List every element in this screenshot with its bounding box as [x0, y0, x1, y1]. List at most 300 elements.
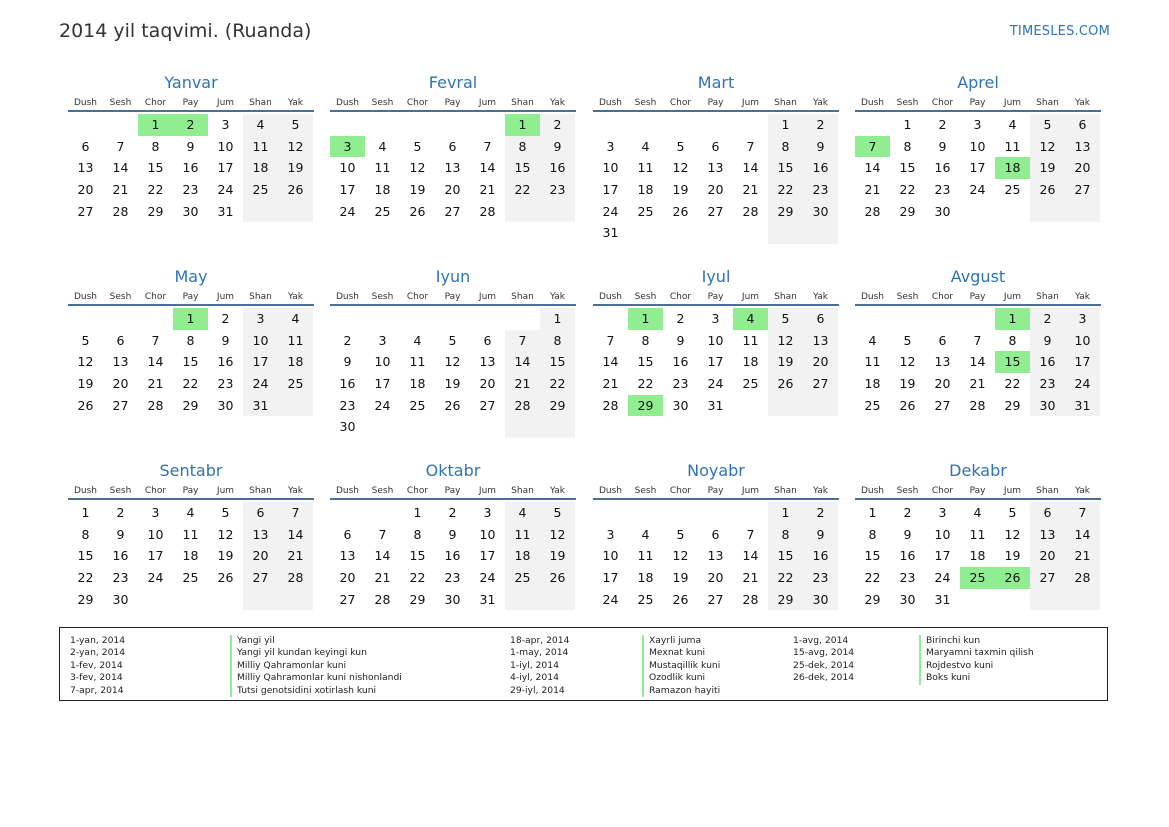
day-cell: 15	[768, 157, 803, 179]
day-cell: 2	[803, 114, 838, 136]
day-cell: 28	[505, 395, 540, 417]
weekday-header	[593, 96, 839, 112]
day-cell: 9	[343, 354, 352, 370]
empty-cell	[1065, 589, 1100, 611]
weekday-label: Shan	[511, 98, 534, 108]
day-cell: 21	[112, 182, 129, 198]
day-cell: 26	[768, 373, 803, 395]
day-cell: 13	[479, 354, 496, 370]
day-cell: 19	[1030, 157, 1065, 179]
day-cell: 31	[217, 203, 234, 219]
day-cell: 27	[479, 397, 496, 413]
weekday-label: Chor	[406, 98, 429, 108]
day-cell: 21	[505, 373, 540, 395]
day-cell: 13	[444, 160, 461, 176]
day-cell: 18	[742, 354, 759, 370]
day-cell: 15	[995, 351, 1030, 373]
day-cell: 10	[243, 330, 278, 352]
day-grid	[330, 502, 576, 610]
day-cell: 8	[413, 526, 422, 542]
day-cell: 13	[803, 330, 838, 352]
holiday-date: 26-dek, 2014	[793, 672, 855, 684]
day-cell: 5	[1008, 505, 1017, 520]
day-cell: 25	[505, 567, 540, 589]
day-cell: 19	[77, 376, 94, 392]
day-cell: 19	[768, 351, 803, 373]
month-name: Yanvar	[164, 73, 218, 92]
month-avgust	[855, 266, 1101, 416]
day-cell: 16	[672, 354, 689, 370]
day-grid	[593, 502, 839, 610]
day-cell: 21	[479, 182, 496, 198]
month-aprel	[855, 72, 1101, 222]
weekday-label: Pay	[969, 98, 986, 108]
weekday-label: Chor	[931, 98, 954, 108]
weekday-label: Chor	[144, 98, 167, 108]
day-cell: 6	[1065, 114, 1100, 136]
day-cell: 24	[217, 182, 234, 198]
weekday-label: Chor	[669, 292, 692, 302]
day-cell: 31	[1065, 395, 1100, 417]
day-cell: 2	[903, 505, 912, 520]
day-cell: 20	[77, 182, 94, 198]
day-cell: 10	[374, 354, 391, 370]
day-cell: 3	[330, 136, 365, 158]
month-name: Iyul	[701, 267, 731, 286]
day-cell: 27	[77, 203, 94, 219]
holiday-legend	[59, 627, 1108, 701]
day-cell: 29	[182, 397, 199, 413]
day-cell: 4	[243, 114, 278, 136]
day-cell: 2	[676, 311, 685, 326]
day-cell: 7	[378, 526, 387, 542]
day-cell: 5	[81, 332, 90, 348]
day-cell: 31	[934, 591, 951, 607]
day-cell: 9	[803, 524, 838, 546]
legend-dates-column	[510, 635, 569, 697]
day-cell: 6	[116, 332, 125, 348]
holiday-date: 4-iyl, 2014	[510, 672, 559, 684]
holiday-date: 1-avg, 2014	[793, 635, 849, 646]
weekday-label: Jum	[216, 486, 235, 496]
weekday-label: Dush	[335, 98, 360, 108]
weekday-label: Shan	[249, 292, 272, 302]
weekday-label: Shan	[1036, 98, 1059, 108]
day-cell: 22	[147, 182, 164, 198]
weekday-label: Shan	[774, 292, 797, 302]
weekday-header	[330, 484, 576, 500]
day-cell: 20	[339, 570, 356, 586]
day-cell: 31	[602, 225, 619, 241]
month-dekabr	[855, 460, 1101, 610]
weekday-label: Dush	[598, 486, 623, 496]
weekday-label: Pay	[969, 292, 986, 302]
empty-cell	[435, 308, 470, 330]
day-cell: 16	[339, 376, 356, 392]
weekday-label: Pay	[707, 292, 724, 302]
day-cell: 21	[374, 570, 391, 586]
day-cell: 1	[868, 505, 877, 520]
day-cell: 7	[483, 138, 492, 154]
day-cell: 5	[448, 332, 457, 348]
weekday-label: Yak	[1075, 98, 1090, 108]
day-cell: 4	[413, 332, 422, 348]
empty-cell	[278, 201, 313, 223]
day-cell: 9	[221, 332, 230, 348]
holiday-name: Mexnat kuni	[642, 647, 720, 659]
day-cell: 7	[505, 330, 540, 352]
day-cell: 29	[1004, 397, 1021, 413]
empty-cell	[733, 114, 768, 136]
weekday-label: Pay	[182, 98, 199, 108]
day-cell: 31	[479, 591, 496, 607]
weekday-label: Jum	[1003, 486, 1022, 496]
day-cell: 28	[742, 203, 759, 219]
day-cell: 27	[339, 591, 356, 607]
day-cell: 22	[77, 570, 94, 586]
empty-cell	[855, 308, 890, 330]
day-cell: 10	[602, 548, 619, 564]
empty-cell	[470, 416, 505, 438]
day-cell: 25	[1004, 182, 1021, 198]
day-cell: 12	[444, 354, 461, 370]
empty-cell	[1065, 201, 1100, 223]
day-cell: 29	[409, 591, 426, 607]
day-cell: 7	[746, 138, 755, 154]
day-cell: 24	[969, 182, 986, 198]
day-cell: 6	[711, 138, 720, 154]
day-cell: 24	[707, 376, 724, 392]
day-cell: 29	[540, 395, 575, 417]
holiday-name: Xayrli juma	[642, 635, 720, 647]
day-cell: 11	[278, 330, 313, 352]
empty-cell	[540, 201, 575, 223]
weekday-label: Chor	[144, 292, 167, 302]
day-cell: 21	[742, 570, 759, 586]
day-cell: 23	[444, 570, 461, 586]
weekday-label: Dush	[335, 486, 360, 496]
weekday-label: Chor	[931, 292, 954, 302]
day-cell: 26	[1030, 179, 1065, 201]
weekday-label: Sesh	[896, 292, 919, 302]
day-cell: 28	[374, 591, 391, 607]
day-cell: 28	[969, 397, 986, 413]
day-cell: 11	[505, 524, 540, 546]
day-cell: 15	[637, 354, 654, 370]
day-cell: 4	[505, 502, 540, 524]
day-cell: 25	[637, 591, 654, 607]
empty-cell	[593, 502, 628, 524]
weekday-header	[593, 290, 839, 306]
empty-cell	[663, 114, 698, 136]
day-cell: 26	[995, 567, 1030, 589]
day-cell: 23	[182, 182, 199, 198]
day-cell: 7	[973, 332, 982, 348]
day-cell: 19	[540, 545, 575, 567]
holiday-date: 1-iyl, 2014	[510, 659, 559, 671]
holiday-date: 29-iyl, 2014	[510, 684, 565, 696]
day-cell: 6	[1030, 502, 1065, 524]
day-cell: 13	[934, 354, 951, 370]
day-cell: 9	[938, 138, 947, 154]
day-cell: 27	[803, 373, 838, 395]
day-cell: 13	[1065, 136, 1100, 158]
day-cell: 4	[641, 138, 650, 154]
day-cell: 23	[217, 376, 234, 392]
day-cell: 28	[112, 203, 129, 219]
weekday-label: Yak	[813, 486, 828, 496]
day-cell: 9	[1030, 330, 1065, 352]
weekday-label: Dush	[860, 98, 885, 108]
day-cell: 16	[182, 160, 199, 176]
weekday-label: Pay	[707, 98, 724, 108]
weekday-label: Yak	[288, 486, 303, 496]
day-cell: 23	[1030, 373, 1065, 395]
day-cell: 22	[899, 182, 916, 198]
empty-cell	[505, 416, 540, 438]
day-cell: 2	[173, 114, 208, 136]
day-cell: 1	[768, 502, 803, 524]
weekday-label: Yak	[1075, 486, 1090, 496]
holiday-name: Birinchi kun	[919, 635, 1034, 647]
day-cell: 18	[505, 545, 540, 567]
weekday-header	[330, 290, 576, 306]
weekday-label: Jum	[1003, 98, 1022, 108]
day-cell: 18	[637, 570, 654, 586]
day-cell: 2	[803, 502, 838, 524]
day-cell: 20	[444, 182, 461, 198]
day-cell: 14	[742, 548, 759, 564]
day-cell: 21	[864, 182, 881, 198]
weekday-label: Dush	[598, 292, 623, 302]
day-cell: 24	[1065, 373, 1100, 395]
empty-cell	[1030, 589, 1065, 611]
weekday-label: Sesh	[371, 292, 394, 302]
day-cell: 2	[448, 505, 457, 520]
day-cell: 1	[81, 505, 90, 520]
day-cell: 29	[864, 591, 881, 607]
day-cell: 3	[378, 332, 387, 348]
day-cell: 17	[243, 351, 278, 373]
weekday-header	[855, 96, 1101, 112]
empty-cell	[960, 201, 995, 223]
weekday-label: Jum	[741, 486, 760, 496]
day-cell: 6	[343, 526, 352, 542]
empty-cell	[208, 589, 243, 611]
month-name: Mart	[697, 73, 735, 92]
month-name: Iyun	[435, 267, 471, 286]
empty-cell	[925, 308, 960, 330]
empty-cell	[68, 114, 103, 136]
day-cell: 1	[505, 114, 540, 136]
weekday-label: Shan	[249, 98, 272, 108]
month-iyun	[330, 266, 576, 438]
holiday-name: Mustaqillik kuni	[642, 660, 720, 672]
day-cell: 3	[221, 117, 230, 132]
day-cell: 23	[803, 567, 838, 589]
holiday-date: 1-yan, 2014	[70, 635, 126, 646]
weekday-label: Sesh	[896, 486, 919, 496]
site-link[interactable]: TIMESLES.COM	[1009, 24, 1110, 39]
day-cell: 10	[339, 160, 356, 176]
month-iyul	[593, 266, 839, 416]
day-cell: 11	[182, 526, 199, 542]
holiday-date: 3-fev, 2014	[70, 672, 123, 684]
day-cell: 15	[864, 548, 881, 564]
empty-cell	[278, 589, 313, 611]
empty-cell	[1030, 201, 1065, 223]
day-cell: 24	[602, 203, 619, 219]
day-cell: 1	[628, 308, 663, 330]
day-cell: 5	[278, 114, 313, 136]
day-cell: 23	[672, 376, 689, 392]
day-cell: 10	[969, 138, 986, 154]
day-cell: 13	[707, 160, 724, 176]
weekday-label: Sesh	[634, 486, 657, 496]
day-cell: 17	[479, 548, 496, 564]
weekday-label: Dush	[598, 98, 623, 108]
holiday-name: Ramazon hayiti	[642, 685, 720, 697]
day-cell: 20	[707, 570, 724, 586]
month-name: May	[174, 267, 208, 286]
weekday-label: Shan	[774, 98, 797, 108]
day-cell: 16	[217, 354, 234, 370]
day-cell: 5	[413, 138, 422, 154]
empty-cell	[278, 395, 313, 417]
holiday-date: 1-fev, 2014	[70, 659, 123, 671]
weekday-label: Jum	[741, 98, 760, 108]
day-cell: 10	[707, 332, 724, 348]
day-cell: 14	[864, 160, 881, 176]
weekday-label: Yak	[550, 292, 565, 302]
day-cell: 28	[147, 397, 164, 413]
day-cell: 7	[1065, 502, 1100, 524]
weekday-label: Jum	[478, 292, 497, 302]
day-cell: 21	[742, 182, 759, 198]
day-cell: 28	[479, 203, 496, 219]
day-cell: 8	[81, 526, 90, 542]
day-cell: 20	[479, 376, 496, 392]
day-cell: 16	[803, 545, 838, 567]
day-cell: 17	[934, 548, 951, 564]
empty-cell	[663, 222, 698, 244]
day-cell: 18	[243, 157, 278, 179]
day-cell: 13	[1030, 524, 1065, 546]
day-cell: 17	[217, 160, 234, 176]
weekday-label: Shan	[1036, 292, 1059, 302]
holiday-date: 18-apr, 2014	[510, 635, 570, 646]
day-cell: 19	[672, 182, 689, 198]
day-cell: 13	[707, 548, 724, 564]
day-cell: 9	[116, 526, 125, 542]
day-cell: 8	[505, 136, 540, 158]
empty-cell	[365, 502, 400, 524]
day-cell: 20	[1065, 157, 1100, 179]
empty-cell	[628, 502, 663, 524]
day-cell: 11	[1004, 138, 1021, 154]
day-cell: 28	[602, 397, 619, 413]
day-cell: 22	[409, 570, 426, 586]
empty-cell	[173, 589, 208, 611]
day-cell: 30	[339, 419, 356, 435]
day-cell: 21	[1065, 545, 1100, 567]
day-cell: 22	[1004, 376, 1021, 392]
day-cell: 30	[934, 203, 951, 219]
weekday-label: Sesh	[109, 486, 132, 496]
day-cell: 7	[278, 502, 313, 524]
empty-cell	[365, 416, 400, 438]
day-cell: 27	[1030, 567, 1065, 589]
day-cell: 27	[1065, 179, 1100, 201]
day-cell: 27	[112, 397, 129, 413]
month-oktabr	[330, 460, 576, 610]
day-cell: 23	[540, 179, 575, 201]
day-cell: 24	[479, 570, 496, 586]
day-cell: 18	[864, 376, 881, 392]
day-cell: 3	[606, 526, 615, 542]
day-cell: 26	[672, 203, 689, 219]
day-cell: 5	[676, 138, 685, 154]
day-cell: 25	[374, 203, 391, 219]
weekday-header	[330, 96, 576, 112]
day-cell: 14	[112, 160, 129, 176]
day-cell: 16	[1030, 351, 1065, 373]
weekday-label: Shan	[1036, 486, 1059, 496]
weekday-label: Sesh	[109, 98, 132, 108]
weekday-label: Dush	[860, 292, 885, 302]
day-cell: 25	[182, 570, 199, 586]
day-cell: 8	[1008, 332, 1017, 348]
day-cell: 15	[505, 157, 540, 179]
day-cell: 4	[1008, 117, 1017, 132]
weekday-label: Pay	[969, 486, 986, 496]
day-cell: 14	[147, 354, 164, 370]
day-cell: 27	[934, 397, 951, 413]
weekday-label: Pay	[182, 292, 199, 302]
day-cell: 9	[540, 136, 575, 158]
empty-cell	[890, 308, 925, 330]
empty-cell	[540, 589, 575, 611]
empty-cell	[470, 114, 505, 136]
day-grid	[855, 502, 1101, 610]
empty-cell	[803, 222, 838, 244]
day-cell: 27	[243, 567, 278, 589]
weekday-label: Chor	[406, 292, 429, 302]
day-cell: 24	[602, 591, 619, 607]
day-cell: 10	[934, 526, 951, 542]
weekday-label: Chor	[931, 486, 954, 496]
day-cell: 13	[112, 354, 129, 370]
day-cell: 23	[934, 182, 951, 198]
day-cell: 10	[1065, 330, 1100, 352]
day-cell: 14	[1065, 524, 1100, 546]
day-cell: 31	[243, 395, 278, 417]
day-cell: 28	[278, 567, 313, 589]
empty-cell	[593, 114, 628, 136]
weekday-label: Chor	[669, 486, 692, 496]
day-cell: 18	[374, 182, 391, 198]
day-cell: 18	[278, 351, 313, 373]
weekday-label: Yak	[550, 98, 565, 108]
legend-names-column	[642, 635, 720, 697]
weekday-header	[855, 484, 1101, 500]
empty-cell	[628, 222, 663, 244]
day-cell: 3	[938, 505, 947, 520]
day-cell: 21	[969, 376, 986, 392]
empty-cell	[505, 201, 540, 223]
month-fevral	[330, 72, 576, 222]
day-cell: 17	[374, 376, 391, 392]
